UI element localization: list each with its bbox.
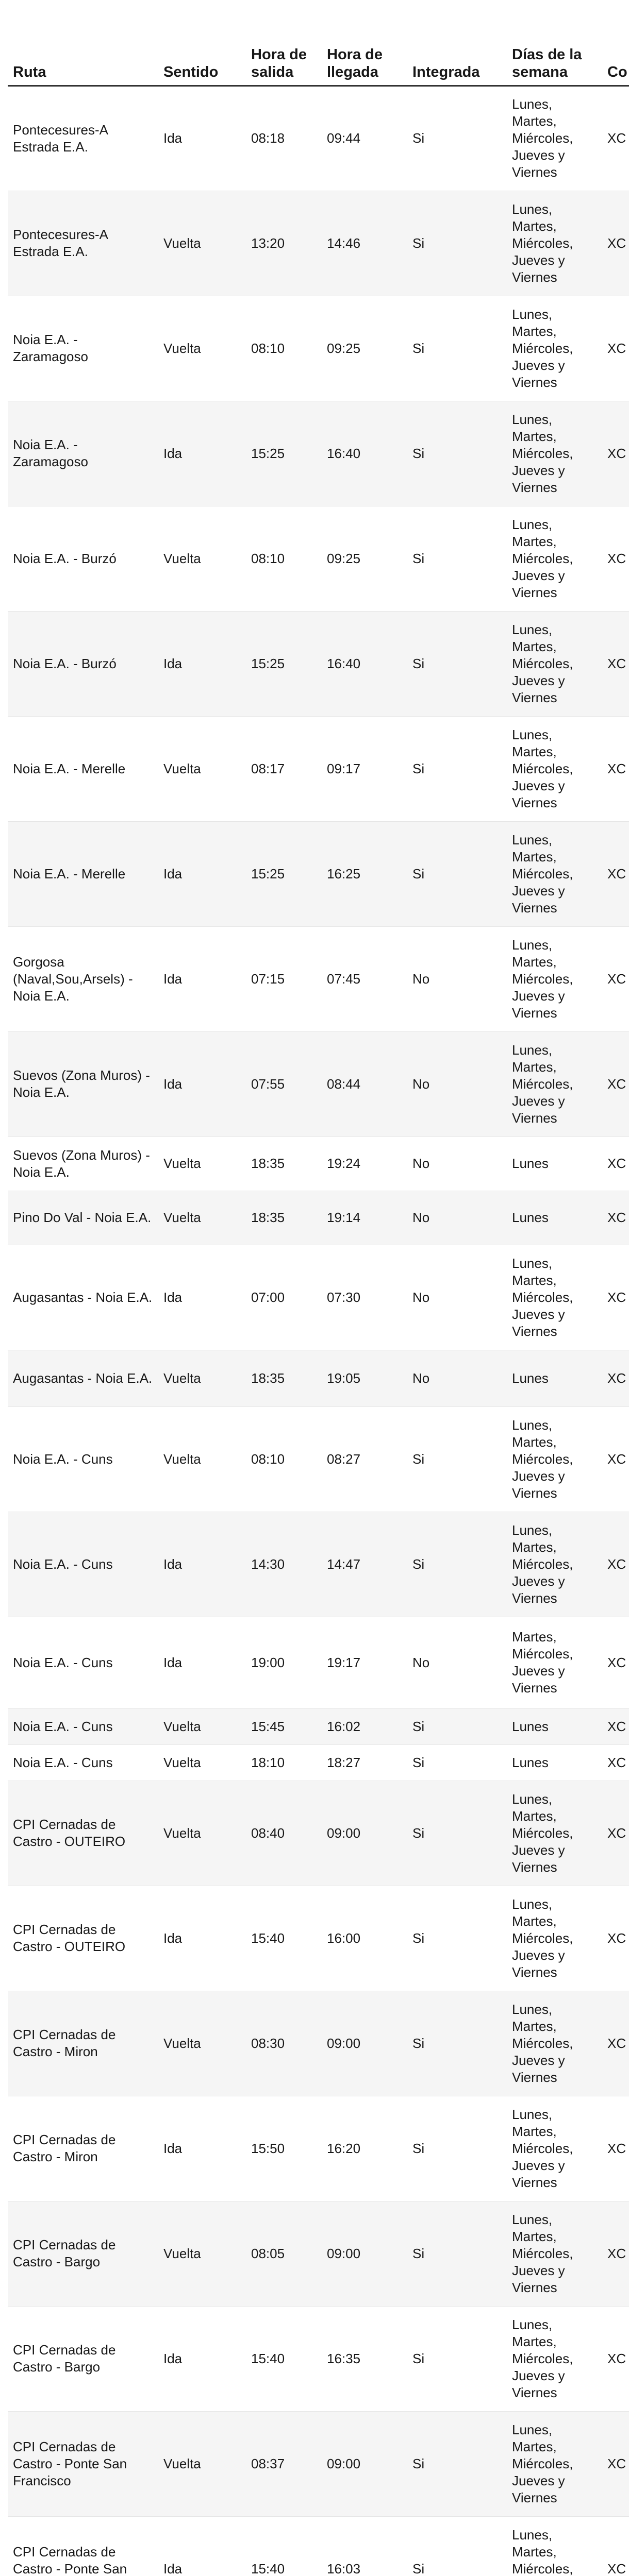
cell-integrada: Si: [407, 716, 507, 821]
cell-dias-semana: Lunes, Martes, Miércoles, Jueves y Viernes: [507, 401, 602, 506]
cell-hora-salida: 07:15: [246, 926, 322, 1031]
cell-hora-llegada: 16:40: [322, 611, 407, 716]
cell-dias-semana: Lunes, Martes, Miércoles, Jueves y Viernes: [507, 2096, 602, 2201]
cell-ruta: Noia E.A. - Cuns: [8, 1406, 158, 1512]
cell-hora-salida: 14:30: [246, 1512, 322, 1617]
cell-sentido: Vuelta: [158, 1350, 246, 1406]
table-body: [8, 86, 629, 2576]
cell-ruta: CPI Cernadas de Castro - OUTEIRO: [8, 1781, 158, 1886]
table-row: [8, 86, 629, 191]
cell-co: XC: [602, 86, 629, 191]
cell-integrada: No: [407, 1191, 507, 1245]
cell-ruta: Noia E.A. - Cuns: [8, 1708, 158, 1744]
cell-integrada: Si: [407, 1744, 507, 1781]
cell-sentido: Vuelta: [158, 716, 246, 821]
cell-ruta: Noia E.A. - Cuns: [8, 1617, 158, 1708]
cell-ruta: CPI Cernadas de Castro - Miron: [8, 1991, 158, 2096]
cell-co: XC: [602, 1708, 629, 1744]
cell-dias-semana: Lunes, Martes, Miércoles, Jueves y Viernes: [507, 1031, 602, 1137]
cell-ruta: Noia E.A. - Burzó: [8, 611, 158, 716]
cell-hora-salida: 08:40: [246, 1781, 322, 1886]
cell-dias-semana: Lunes, Martes, Miércoles, Jueves y Viernes: [507, 1512, 602, 1617]
table-row: [8, 926, 629, 1031]
cell-ruta: Noia E.A. - Cuns: [8, 1744, 158, 1781]
cell-integrada: Si: [407, 2411, 507, 2516]
cell-dias-semana: Lunes, Martes, Miércoles, Jueves y Viernes: [507, 1406, 602, 1512]
cell-hora-llegada: 09:25: [322, 506, 407, 611]
cell-ruta: Noia E.A. - Cuns: [8, 1512, 158, 1617]
cell-sentido: Ida: [158, 926, 246, 1031]
cell-co: XC: [602, 296, 629, 401]
column-header-sentido[interactable]: Sentido: [158, 21, 246, 86]
cell-dias-semana: Lunes, Martes, Miércoles, Jueves y Viernes: [507, 191, 602, 296]
cell-dias-semana: Lunes, Martes, Miércoles, Jueves y Viernes: [507, 2306, 602, 2411]
cell-dias-semana: Lunes: [507, 1137, 602, 1191]
cell-hora-llegada: 16:20: [322, 2096, 407, 2201]
cell-co: XC: [602, 926, 629, 1031]
cell-ruta: CPI Cernadas de Castro - Bargo: [8, 2306, 158, 2411]
cell-hora-salida: 18:10: [246, 1744, 322, 1781]
cell-sentido: Vuelta: [158, 1406, 246, 1512]
cell-hora-salida: 15:40: [246, 1886, 322, 1991]
cell-co: XC: [602, 2096, 629, 2201]
cell-hora-llegada: 09:25: [322, 296, 407, 401]
cell-integrada: Si: [407, 191, 507, 296]
cell-sentido: Vuelta: [158, 1781, 246, 1886]
cell-hora-llegada: 09:00: [322, 1991, 407, 2096]
cell-ruta: Suevos (Zona Muros) - Noia E.A.: [8, 1137, 158, 1191]
cell-co: XC: [602, 2411, 629, 2516]
table-row: [8, 2201, 629, 2306]
cell-ruta: Noia E.A. - Zaramagoso: [8, 296, 158, 401]
cell-ruta: Gorgosa (Naval,Sou,Arsels) - Noia E.A.: [8, 926, 158, 1031]
cell-hora-llegada: 09:00: [322, 1781, 407, 1886]
cell-co: XC: [602, 1406, 629, 1512]
cell-hora-llegada: 19:17: [322, 1617, 407, 1708]
table-row: [8, 1191, 629, 1245]
table-row: [8, 1245, 629, 1350]
cell-hora-llegada: 08:27: [322, 1406, 407, 1512]
cell-co: XC: [602, 716, 629, 821]
cell-hora-llegada: 16:00: [322, 1886, 407, 1991]
cell-hora-salida: 08:10: [246, 506, 322, 611]
table-row: [8, 1350, 629, 1406]
cell-integrada: Si: [407, 2096, 507, 2201]
cell-integrada: No: [407, 1031, 507, 1137]
cell-dias-semana: Lunes, Martes, Miércoles,: [507, 2516, 602, 2576]
cell-co: XC: [602, 1191, 629, 1245]
cell-integrada: Si: [407, 1708, 507, 1744]
cell-sentido: Vuelta: [158, 1991, 246, 2096]
cell-integrada: Si: [407, 1991, 507, 2096]
table-row: [8, 2306, 629, 2411]
cell-sentido: Vuelta: [158, 296, 246, 401]
cell-hora-salida: 08:10: [246, 296, 322, 401]
cell-co: XC: [602, 1245, 629, 1350]
cell-ruta: Pontecesures-A Estrada E.A.: [8, 191, 158, 296]
cell-hora-salida: 08:17: [246, 716, 322, 821]
cell-hora-llegada: 16:03: [322, 2516, 407, 2576]
cell-ruta: Noia E.A. - Zaramagoso: [8, 401, 158, 506]
cell-dias-semana: Lunes: [507, 1191, 602, 1245]
cell-hora-salida: 15:40: [246, 2306, 322, 2411]
table-row: [8, 1031, 629, 1137]
cell-integrada: No: [407, 1137, 507, 1191]
table-row: [8, 1708, 629, 1744]
cell-ruta: CPI Cernadas de Castro - OUTEIRO: [8, 1886, 158, 1991]
cell-sentido: Ida: [158, 401, 246, 506]
table-row: [8, 1512, 629, 1617]
cell-co: XC: [602, 1886, 629, 1991]
cell-co: XC: [602, 2306, 629, 2411]
cell-integrada: No: [407, 1245, 507, 1350]
cell-ruta: Noia E.A. - Merelle: [8, 716, 158, 821]
table-row: [8, 401, 629, 506]
cell-dias-semana: Martes, Miércoles, Jueves y Viernes: [507, 1617, 602, 1708]
cell-sentido: Ida: [158, 2306, 246, 2411]
cell-dias-semana: Lunes: [507, 1708, 602, 1744]
cell-dias-semana: Lunes, Martes, Miércoles, Jueves y Viernes: [507, 86, 602, 191]
cell-co: XC: [602, 2201, 629, 2306]
cell-ruta: CPI Cernadas de Castro - Ponte San: [8, 2516, 158, 2576]
cell-sentido: Vuelta: [158, 191, 246, 296]
cell-integrada: No: [407, 1350, 507, 1406]
cell-hora-salida: 08:30: [246, 1991, 322, 2096]
cell-integrada: Si: [407, 821, 507, 926]
cell-hora-salida: 07:00: [246, 1245, 322, 1350]
cell-sentido: Ida: [158, 821, 246, 926]
column-header-ruta[interactable]: Ruta: [8, 21, 158, 86]
table-row: [8, 1744, 629, 1781]
table-row: [8, 2516, 629, 2576]
data-table: [8, 21, 629, 2576]
cell-hora-llegada: 14:47: [322, 1512, 407, 1617]
cell-co: XC: [602, 401, 629, 506]
cell-sentido: Ida: [158, 1512, 246, 1617]
cell-ruta: Pino Do Val - Noia E.A.: [8, 1191, 158, 1245]
table-row: [8, 506, 629, 611]
table-row: [8, 1617, 629, 1708]
cell-hora-llegada: 09:00: [322, 2201, 407, 2306]
cell-dias-semana: Lunes, Martes, Miércoles, Jueves y Viernes: [507, 1991, 602, 2096]
cell-sentido: Vuelta: [158, 1708, 246, 1744]
cell-dias-semana: Lunes, Martes, Miércoles, Jueves y Viernes: [507, 1886, 602, 1991]
cell-hora-salida: 08:37: [246, 2411, 322, 2516]
cell-hora-llegada: 07:45: [322, 926, 407, 1031]
cell-hora-salida: 07:55: [246, 1031, 322, 1137]
column-header-hora-salida[interactable]: Hora de salida: [246, 21, 322, 86]
cell-integrada: Si: [407, 1406, 507, 1512]
cell-hora-salida: 15:45: [246, 1708, 322, 1744]
cell-dias-semana: Lunes, Martes, Miércoles, Jueves y Viernes: [507, 821, 602, 926]
cell-hora-salida: 15:25: [246, 821, 322, 926]
column-header-hora-llegada[interactable]: Hora de llegada: [322, 21, 407, 86]
table-row: [8, 611, 629, 716]
cell-hora-salida: 18:35: [246, 1137, 322, 1191]
cell-ruta: CPI Cernadas de Castro - Bargo: [8, 2201, 158, 2306]
table-row: [8, 821, 629, 926]
cell-ruta: Noia E.A. - Burzó: [8, 506, 158, 611]
cell-hora-llegada: 18:27: [322, 1744, 407, 1781]
cell-hora-salida: 15:25: [246, 611, 322, 716]
cell-hora-llegada: 16:40: [322, 401, 407, 506]
cell-integrada: No: [407, 926, 507, 1031]
cell-co: XC: [602, 1350, 629, 1406]
table-row: [8, 716, 629, 821]
cell-integrada: Si: [407, 1781, 507, 1886]
cell-co: XC: [602, 611, 629, 716]
cell-hora-llegada: 09:00: [322, 2411, 407, 2516]
cell-dias-semana: Lunes, Martes, Miércoles, Jueves y Viernes: [507, 716, 602, 821]
cell-hora-llegada: 08:44: [322, 1031, 407, 1137]
cell-hora-llegada: 14:46: [322, 191, 407, 296]
cell-co: XC: [602, 821, 629, 926]
table-row: [8, 2411, 629, 2516]
cell-co: XC: [602, 1781, 629, 1886]
cell-integrada: Si: [407, 2516, 507, 2576]
cell-hora-llegada: 09:44: [322, 86, 407, 191]
table-row: [8, 1781, 629, 1886]
cell-dias-semana: Lunes, Martes, Miércoles, Jueves y Viernes: [507, 1781, 602, 1886]
cell-co: XC: [602, 2516, 629, 2576]
cell-sentido: Ida: [158, 2516, 246, 2576]
cell-dias-semana: Lunes: [507, 1350, 602, 1406]
table-row: [8, 296, 629, 401]
cell-co: XC: [602, 1137, 629, 1191]
cell-dias-semana: Lunes, Martes, Miércoles, Jueves y Viernes: [507, 2201, 602, 2306]
cell-integrada: Si: [407, 401, 507, 506]
cell-co: XC: [602, 1744, 629, 1781]
cell-hora-salida: 15:40: [246, 2516, 322, 2576]
cell-hora-salida: 08:10: [246, 1406, 322, 1512]
cell-dias-semana: Lunes, Martes, Miércoles, Jueves y Viernes: [507, 506, 602, 611]
cell-hora-llegada: 16:25: [322, 821, 407, 926]
cell-hora-salida: 13:20: [246, 191, 322, 296]
header-row: [8, 21, 629, 86]
table-row: [8, 1406, 629, 1512]
cell-co: XC: [602, 1991, 629, 2096]
cell-sentido: Ida: [158, 1617, 246, 1708]
column-header-dias-semana[interactable]: Días de la semana: [507, 21, 602, 86]
cell-hora-salida: 15:25: [246, 401, 322, 506]
cell-hora-salida: 19:00: [246, 1617, 322, 1708]
table-row: [8, 1137, 629, 1191]
cell-ruta: Augasantas - Noia E.A.: [8, 1245, 158, 1350]
cell-sentido: Ida: [158, 1031, 246, 1137]
cell-dias-semana: Lunes, Martes, Miércoles, Jueves y Viernes: [507, 1245, 602, 1350]
cell-sentido: Vuelta: [158, 1137, 246, 1191]
cell-integrada: No: [407, 1617, 507, 1708]
cell-sentido: Ida: [158, 1245, 246, 1350]
cell-integrada: Si: [407, 1886, 507, 1991]
column-header-co[interactable]: Co: [602, 21, 629, 86]
cell-ruta: Pontecesures-A Estrada E.A.: [8, 86, 158, 191]
cell-co: XC: [602, 1512, 629, 1617]
cell-ruta: CPI Cernadas de Castro - Ponte San Francisco: [8, 2411, 158, 2516]
cell-integrada: Si: [407, 506, 507, 611]
cell-hora-llegada: 09:17: [322, 716, 407, 821]
cell-sentido: Vuelta: [158, 2201, 246, 2306]
cell-hora-llegada: 19:24: [322, 1137, 407, 1191]
cell-co: XC: [602, 1617, 629, 1708]
cell-sentido: Ida: [158, 611, 246, 716]
table-header: [8, 21, 629, 86]
cell-integrada: Si: [407, 296, 507, 401]
cell-hora-salida: 08:05: [246, 2201, 322, 2306]
table-row: [8, 1886, 629, 1991]
cell-integrada: Si: [407, 2201, 507, 2306]
cell-hora-llegada: 16:02: [322, 1708, 407, 1744]
cell-hora-llegada: 19:05: [322, 1350, 407, 1406]
cell-hora-llegada: 16:35: [322, 2306, 407, 2411]
cell-sentido: Ida: [158, 86, 246, 191]
cell-hora-salida: 18:35: [246, 1350, 322, 1406]
cell-hora-salida: 08:18: [246, 86, 322, 191]
cell-integrada: Si: [407, 86, 507, 191]
cell-sentido: Vuelta: [158, 1744, 246, 1781]
cell-ruta: Augasantas - Noia E.A.: [8, 1350, 158, 1406]
column-header-integrada[interactable]: Integrada: [407, 21, 507, 86]
cell-co: XC: [602, 191, 629, 296]
cell-dias-semana: Lunes, Martes, Miércoles, Jueves y Viernes: [507, 296, 602, 401]
cell-integrada: Si: [407, 2306, 507, 2411]
cell-hora-salida: 18:35: [246, 1191, 322, 1245]
cell-sentido: Vuelta: [158, 506, 246, 611]
cell-dias-semana: Lunes: [507, 1744, 602, 1781]
cell-integrada: Si: [407, 1512, 507, 1617]
cell-dias-semana: Lunes, Martes, Miércoles, Jueves y Viernes: [507, 611, 602, 716]
table-row: [8, 191, 629, 296]
cell-co: XC: [602, 1031, 629, 1137]
cell-integrada: Si: [407, 611, 507, 716]
cell-hora-llegada: 07:30: [322, 1245, 407, 1350]
cell-hora-salida: 15:50: [246, 2096, 322, 2201]
cell-ruta: Noia E.A. - Merelle: [8, 821, 158, 926]
cell-dias-semana: Lunes, Martes, Miércoles, Jueves y Viernes: [507, 926, 602, 1031]
cell-co: XC: [602, 506, 629, 611]
cell-hora-llegada: 19:14: [322, 1191, 407, 1245]
cell-sentido: Vuelta: [158, 2411, 246, 2516]
cell-sentido: Vuelta: [158, 1191, 246, 1245]
cell-sentido: Ida: [158, 2096, 246, 2201]
cell-dias-semana: Lunes, Martes, Miércoles, Jueves y Viernes: [507, 2411, 602, 2516]
cell-ruta: Suevos (Zona Muros) - Noia E.A.: [8, 1031, 158, 1137]
table-row: [8, 2096, 629, 2201]
table-row: [8, 1991, 629, 2096]
cell-sentido: Ida: [158, 1886, 246, 1991]
cell-ruta: CPI Cernadas de Castro - Miron: [8, 2096, 158, 2201]
